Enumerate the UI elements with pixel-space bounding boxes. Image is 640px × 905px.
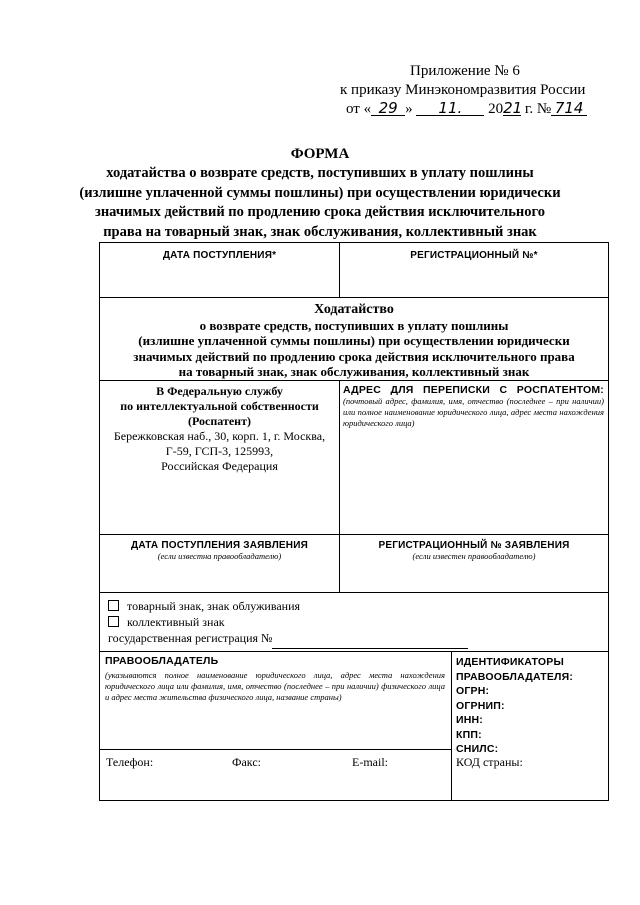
form-title: ФОРМА [290,146,350,162]
email-label: E-mail: [352,755,388,769]
date-prefix: от « [346,101,372,117]
addressee-block [104,384,335,474]
addressee-line: по интеллектуальной собственности [120,399,319,413]
reg-number-label: РЕГИСТРАЦИОННЫЙ №* [410,250,538,261]
date-day: 29 [371,101,405,116]
year-prefix: 20 [488,101,504,117]
holder-hint: (указываются полное наименование юридического лица, адрес места нахождения юридического лица или фамилия, имя, отчество (последнее – при наличии) физического лица и адрес места жительства физического лица, название страны) [105,670,445,702]
petition-line: о возврате средств, поступивших в уплату пошлины [199,317,509,333]
ogrn-label: ОГРН: [456,685,490,697]
state-reg-row [108,630,598,649]
divider [100,534,608,535]
addressee-line: В Федеральную службу [156,384,283,398]
inn-label: ИНН: [456,714,484,726]
holder-details-field[interactable] [106,709,446,745]
date-mid: » [405,101,413,117]
option-trademark-label: товарный знак, знак облуживания [127,599,301,613]
application-reg-block [340,540,608,562]
receipt-date-field[interactable] [102,265,337,295]
divider [451,651,452,801]
phone-label: Телефон: [106,755,154,769]
application-date-label: ДАТА ПОСТУПЛЕНИЯ ЗАЯВЛЕНИЯ [131,540,308,551]
petition-title: Ходатайство [314,302,394,317]
divider [100,380,608,381]
year-suffix: 21 [503,99,523,117]
correspondence-address-field[interactable] [342,443,606,531]
form-subtitle-line: права на товарный знак, знак обслуживания, коллективный знак [103,223,537,240]
year-after: г. № [524,101,552,117]
state-reg-number-field[interactable] [272,632,468,649]
petition-block [100,302,608,380]
receipt-date-label: ДАТА ПОСТУПЛЕНИЯ* [162,250,277,261]
kpp-label: КПП: [456,728,482,741]
addressee-line: (Роспатент) [188,414,251,428]
addressee-address: Бережковская наб., 30, корп. 1, г. Москва, [113,429,326,443]
state-reg-label: государственная регистрация № [108,631,273,645]
divider [100,651,608,652]
appendix-header [318,62,618,119]
holder-block [105,655,445,703]
identifiers-block [456,655,606,757]
correspondence-label: АДРЕС ДЛЯ ПЕРЕПИСКИ С РОСПАТЕНТОМ: [343,384,604,396]
addressee-address: Российская Федерация [161,459,278,473]
option-collective[interactable] [108,614,598,630]
divider [100,297,608,298]
identifiers-title: ПРАВООБЛАДАТЕЛЯ: [456,670,574,683]
correspondence-block [343,384,604,429]
appendix-number: Приложение № 6 [410,63,520,79]
correspondence-hint: (почтовый адрес, фамилия, имя, отчество (последнее – при наличии) или полное наименование юридического лица, адрес места нахождения юридического лица) [343,396,604,428]
divider [100,592,608,593]
identifiers-title: ИДЕНТИФИКАТОРЫ [456,656,564,668]
option-collective-label: коллективный знак [127,615,225,629]
petition-line: значимых действий по продлению срока действия исключительного права [133,348,575,364]
application-date-hint: (если известна правообладателю) [157,551,282,561]
application-reg-hint: (если известен правообладателю) [412,551,536,561]
collective-checkbox[interactable] [108,616,119,627]
form-subtitle-line: значимых действий по продлению срока действия исключительного [95,204,545,220]
application-reg-label: РЕГИСТРАЦИОННЫЙ № ЗАЯВЛЕНИЯ [378,540,570,551]
snils-label: СНИЛС: [456,743,499,755]
form-subtitle-line: ходатайства о возврате средств, поступивших в уплату пошлины [106,165,534,181]
application-date-block [100,540,339,562]
country-code-label: КОД страны: [456,755,523,769]
order-number: 714 [551,101,587,116]
petition-line: на товарный знак, знак обслуживания, коллективный знак [178,364,530,380]
addressee-address: Г-59, ГСП-3, 125993, [165,444,274,458]
ogrnip-label: ОГРНИП: [456,699,505,712]
form-subtitle-line: (излишне уплаченной суммы пошлины) при осуществлении юридически [79,184,561,201]
holder-label: ПРАВООБЛАДАТЕЛЬ [105,655,219,667]
date-month: 11. [416,101,484,116]
appendix-order: к приказу Минэкономразвития России [340,82,586,98]
petition-line: (излишне уплаченной суммы пошлины) при осуществлении юридически [138,333,570,349]
form-frame [99,242,609,801]
reg-number-field[interactable] [342,265,606,295]
option-trademark[interactable] [108,598,598,614]
form-subtitle [60,164,580,242]
fax-label: Факс: [232,755,261,769]
options-block [108,598,598,649]
divider [100,749,451,750]
appendix-date-line [318,100,618,119]
trademark-checkbox[interactable] [108,600,119,611]
